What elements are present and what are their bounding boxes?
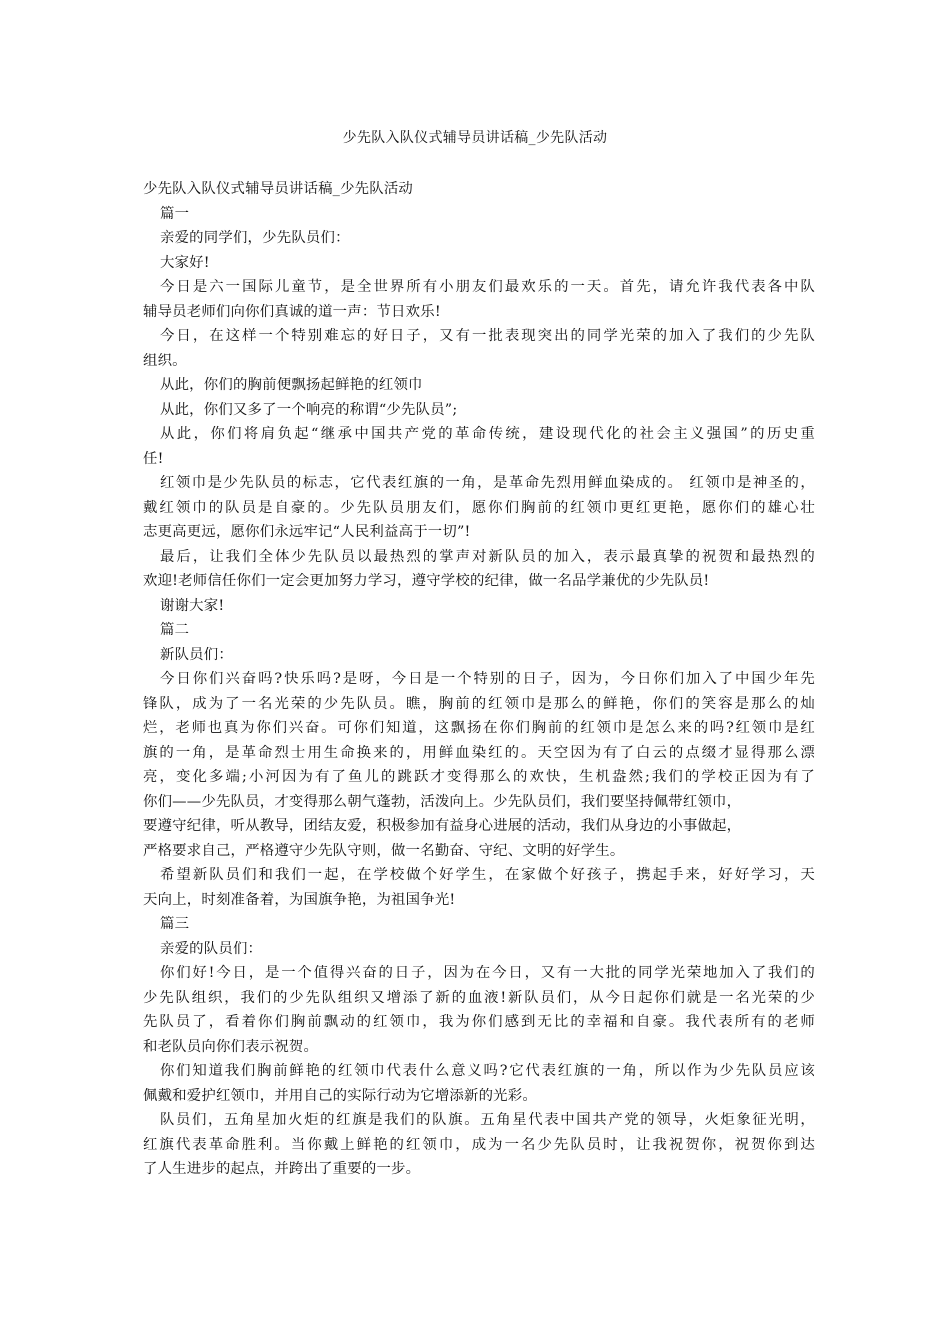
text-line: 从此，你们的胸前便飘扬起鲜艳的红领巾 — [160, 377, 423, 393]
text-line: 红领巾是少先队员的标志，它代表红旗的一角，是革命先烈用鲜血染成的。 红领巾是神圣的， — [160, 475, 815, 491]
section-heading: 篇三 — [160, 916, 190, 932]
text-line: 任! — [143, 450, 164, 467]
page-title: 少先队入队仪式辅导员讲话稿_少先队活动 — [342, 130, 608, 146]
section-heading: 篇二 — [160, 622, 190, 638]
text-line: 亲爱的同学们，少先队员们： — [160, 230, 350, 246]
text-line: 红旗代表革命胜利。当你戴上鲜艳的红领巾，成为一名少先队员时，让我祝贺你，祝贺你到达 — [143, 1136, 815, 1153]
text-line: 你们——少先队员，才变得那么朝气蓬勃，活泼向上。少先队员们，我们要坚持佩带红领巾， — [143, 793, 742, 810]
text-line: 队员们，五角星加火炬的红旗是我们的队旗。五角星代表中国共产党的领导，火炬象征光明， — [160, 1112, 815, 1128]
text-line: 少先队入队仪式辅导员讲话稿_少先队活动 — [143, 181, 414, 197]
text-line: 亮，变化多端;小河因为有了鱼儿的跳跃才变得那么的欢快，生机盎然;我们的学校正因为有了 — [143, 769, 815, 785]
section-heading: 篇一 — [160, 205, 190, 222]
text-line: 亲爱的队员们： — [160, 940, 263, 957]
text-line: 烂，老师也真为你们兴奋。可你们知道，这飘扬在你们胸前的红领巾是怎么来的吗?红领巾是红 — [143, 720, 815, 736]
text-line: 欢迎!老师信任你们一定会更加努力学习，遵守学校的纪律，做一名品学兼优的少先队员! — [143, 573, 710, 589]
text-line: 戴红领巾的队员是自豪的。少先队员朋友们，愿你们胸前的红领巾更红更艳，愿你们的雄心壮 — [143, 499, 815, 516]
text-line: 严格要求自己，严格遵守少先队守则，做一名勤奋、守纪、文明的好学生。 — [143, 842, 625, 859]
text-line: 谢谢大家! — [160, 597, 225, 614]
text-line: 佩戴和爱护红领巾，并用自己的实际行动为它增添新的光彩。 — [143, 1087, 537, 1104]
text-line: 锋队，成为了一名光荣的少先队员。瞧，胸前的红领巾是那么的鲜艳，你们的笑容是那么的灿 — [143, 695, 815, 712]
text-line: 大家好! — [160, 254, 210, 271]
text-line: 旗的一角，是革命烈士用生命换来的，用鲜血染红的。天空因为有了白云的点缀才显得那么漂 — [143, 744, 815, 761]
text-line: 少先队组织，我们的少先队组织又增添了新的血液!新队员们，从今日起你们就是一名光荣的少 — [143, 989, 815, 1006]
text-line: 新队员们： — [160, 646, 233, 663]
text-line: 辅导员老师们向你们真诚的道一声：节日欢乐! — [143, 303, 441, 320]
text-line: 今日你们兴奋吗?快乐吗?是呀，今日是一个特别的日子，因为，今日你们加入了中国少年先 — [160, 671, 815, 687]
text-line: 和老队员向你们表示祝贺。 — [143, 1038, 319, 1055]
text-line: 志更高更远，愿你们永远牢记“人民利益高于一切”! — [143, 524, 471, 540]
text-line: 最后，让我们全体少先队员以最热烈的掌声对新队员的加入，表示最真挚的祝贺和最热烈的 — [160, 548, 815, 565]
text-line: 今日是六一国际儿童节，是全世界所有小朋友们最欢乐的一天。首先，请允许我代表各中队 — [160, 279, 815, 295]
text-line: 天向上，时刻准备着，为国旗争艳，为祖国争光! — [143, 891, 456, 908]
text-line: 先队员了，看着你们胸前飘动的红领巾，我为你们感到无比的幸福和自豪。我代表所有的老师 — [143, 1014, 815, 1030]
text-line: 你们好!今日，是一个值得兴奋的日子，因为在今日，又有一大批的同学光荣地加入了我们的 — [160, 965, 815, 981]
document-body — [143, 177, 815, 1182]
text-line: 今日，在这样一个特别难忘的好日子，又有一批表现突出的同学光荣的加入了我们的少先队 — [160, 328, 815, 344]
text-line: 组织。 — [143, 352, 187, 369]
text-line: 要遵守纪律，听从教导，团结友爱，积极参加有益身心进展的活动，我们从身边的小事做起， — [143, 818, 742, 834]
text-line: 了人生进步的起点，并跨出了重要的一步。 — [143, 1161, 421, 1177]
text-line: 从此，你们又多了一个响亮的称谓“少先队员”; — [160, 401, 458, 418]
text-line: 从此，你们将肩负起“继承中国共产党的革命传统，建设现代化的社会主义强国”的历史重 — [160, 426, 815, 442]
text-line: 你们知道我们胸前鲜艳的红领巾代表什么意义吗?它代表红旗的一角，所以作为少先队员应该 — [160, 1063, 815, 1079]
text-line: 希望新队员们和我们一起，在学校做个好学生，在家做个好孩子，携起手来，好好学习，天 — [160, 867, 815, 883]
